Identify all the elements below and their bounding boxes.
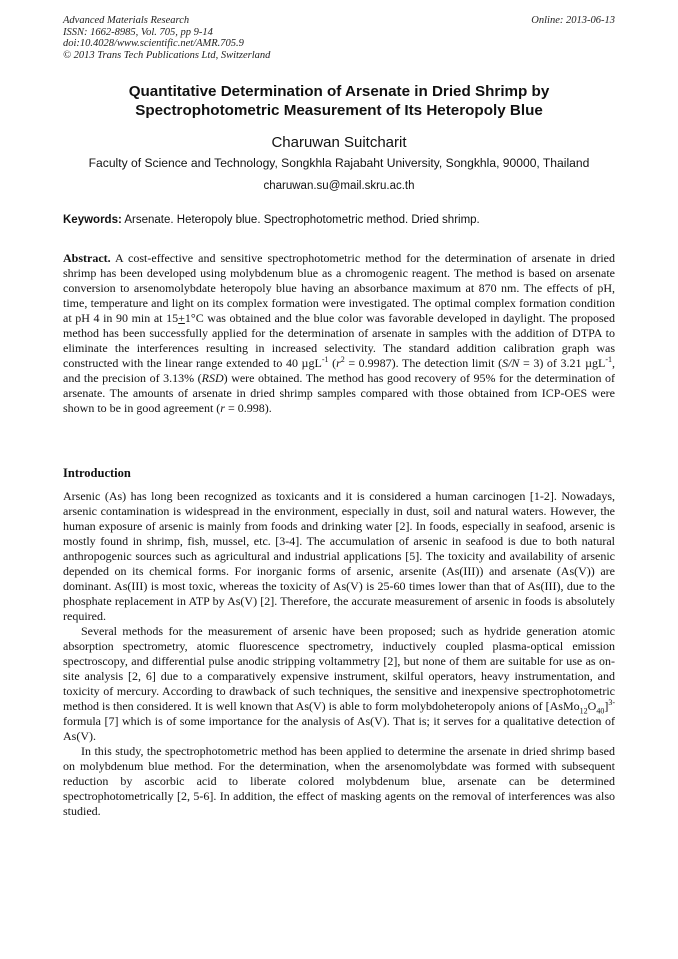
paragraph-text: ] xyxy=(604,699,609,713)
keywords-label: Keywords: xyxy=(63,214,122,226)
title-line-1: Quantitative Determination of Arsenate in Dried Shrimp by xyxy=(128,83,550,100)
author-name: Charuwan Suitcharit xyxy=(271,134,407,151)
superscript: -1 xyxy=(321,355,329,364)
subscript: 12 xyxy=(579,706,588,716)
italic-symbol: RSD xyxy=(201,371,224,385)
affiliation: Faculty of Science and Technology, Songkhla Rajabaht University, Songkhla, 90000, Thailand xyxy=(88,156,590,170)
italic-symbol: r xyxy=(336,356,341,370)
intro-paragraph-1: Arsenic (As) has long been recognized as toxicants and it is considered a human carcinogen [1-2]. Nowadays, arsenic contamination is widespread in the environment, especially in dust, soil and natural waters. However, the human exposure of arsenic is mainly from foods and drinking water [2]. In foods, especially in seafood, arsenic is mostly found in shrimp, fish, mussel, etc. [3-4]. The accumulation of arsenic in seafood is due to both natural anthropogenic sources such as agricultural and industrial applications [5]. The toxicity and availability of arsenic depended on its chemical forms. For inorganic forms of arsenic, arsenite (As(III)) and arsenate (As(V)) are dominant. As(III) is most toxic, whereas the toxicity of As(V) is 25-60 times lower than that of As(III), due to the phosphate replacement in ATP by As(V) [2]. Therefore, the accurate measurement of arsenic in foods is absolutely required. xyxy=(63,489,615,623)
abstract-text: ) were obtained. The method has good recovery of 95% for the determination of arsenate. The amounts of arsenate in dried shrimp samples compared with those obtained from ICP-OES were shown to be in good agreement ( xyxy=(63,371,615,415)
abstract-text: , and the precision of 3.13% ( xyxy=(63,356,615,385)
journal-name: Advanced Materials Research xyxy=(63,15,190,26)
intro-paragraph-3: In this study, the spectrophotometric method has been applied to determine the arsenate in dried shrimp based on molybdenum blue method. For the determination, when the arsenomolybdate was formed with subsequent reduction by ascorbic acid to liberate colored molybdenum blue, arsenate can be determined spectrophotometrically [2, 5-6]. In addition, the effect of masking agents on the removal of interferences was also studied. xyxy=(63,744,615,818)
abstract-text: 1°C was obtained and the blue color was favorable developed in daylight. The proposed method has been successfully applied for the determination of arsenate in samples with the addition of DTPA to eliminate the interferences resulting in increased selectivity. The standard addition calibration graph was constructed with the linear range extended to 40 µgL xyxy=(63,311,615,370)
subscript: 40 xyxy=(596,706,605,716)
title-line-2: Spectrophotometric Measurement of Its Heteropoly Blue xyxy=(135,102,543,119)
italic-symbol: r xyxy=(220,401,225,415)
online-date: Online: 2013-06-13 xyxy=(531,15,615,26)
doi-line: doi:10.4028/www.scientific.net/AMR.705.9 xyxy=(63,38,244,50)
paragraph-text: O xyxy=(587,699,597,713)
abstract-text: A cost-effective and sensitive spectrophotometric method for the determination of arsenate in dried shrimp has been developed using molybdenum blue as a chromogenic reagent. The method is based on arsenate conversion to arsenomolybdate heteropoly blue having an absorbance maximum at 870 nm. The effects of pH, time, temperature and light on its complex formation were investigated. The optimal complex formation condition at pH 4 in 90 min at 15 xyxy=(63,251,615,325)
copyright-line: © 2013 Trans Tech Publications Ltd, Switzerland xyxy=(63,49,271,61)
italic-symbol: S/N xyxy=(502,356,520,370)
abstract-text: = 3) of 3.21 µgL xyxy=(519,356,606,370)
superscript: 2 xyxy=(340,355,345,364)
keywords xyxy=(63,213,615,228)
abstract-text: ( xyxy=(328,356,337,370)
superscript: 3- xyxy=(608,698,615,707)
introduction-body xyxy=(63,489,615,819)
keywords-text: Arsenate. Heteropoly blue. Spectrophotometric method. Dried shrimp. xyxy=(121,214,480,226)
paragraph-text: formula [7] which is of some importance for the analysis of As(V). That is; it serves for a qualitative detection of As(V). xyxy=(63,714,615,743)
abstract-text: = 0.9987). The detection limit ( xyxy=(344,356,503,370)
author-email[interactable]: charuwan.su@mail.skru.ac.th xyxy=(263,180,415,192)
abstract-label: Abstract. xyxy=(63,251,111,265)
issn-line: ISSN: 1662-8985, Vol. 705, pp 9-14 xyxy=(63,26,213,38)
abstract-text: = 0.998). xyxy=(224,401,272,415)
abstract xyxy=(63,251,615,416)
section-heading-introduction: Introduction xyxy=(63,466,131,480)
journal-header xyxy=(63,15,615,61)
paragraph-text: Several methods for the measurement of arsenic have been proposed; such as hydride generation atomic absorption spectrometry, atomic fluorescence spectrometry, inductively coupled plasma-optical emission spectroscopy, and differential pulse anodic stripping voltammetry [2], but none of them are suitable for use as on-site analysis [2, 6] due to a comparatively expensive instrument, skilful operators, heavy instrumentation, and toxicity of mercury. According to drawback of such techniques, the sensitive and inexpensive spectrophotometric method is then considered. It is well known that As(V) is able to form molybdoheteropoly anions of [AsMo xyxy=(63,624,615,713)
intro-paragraph-2 xyxy=(63,624,615,744)
plus-minus-sign: + xyxy=(178,311,185,325)
paper-title xyxy=(63,82,615,120)
superscript: -1 xyxy=(605,355,612,364)
